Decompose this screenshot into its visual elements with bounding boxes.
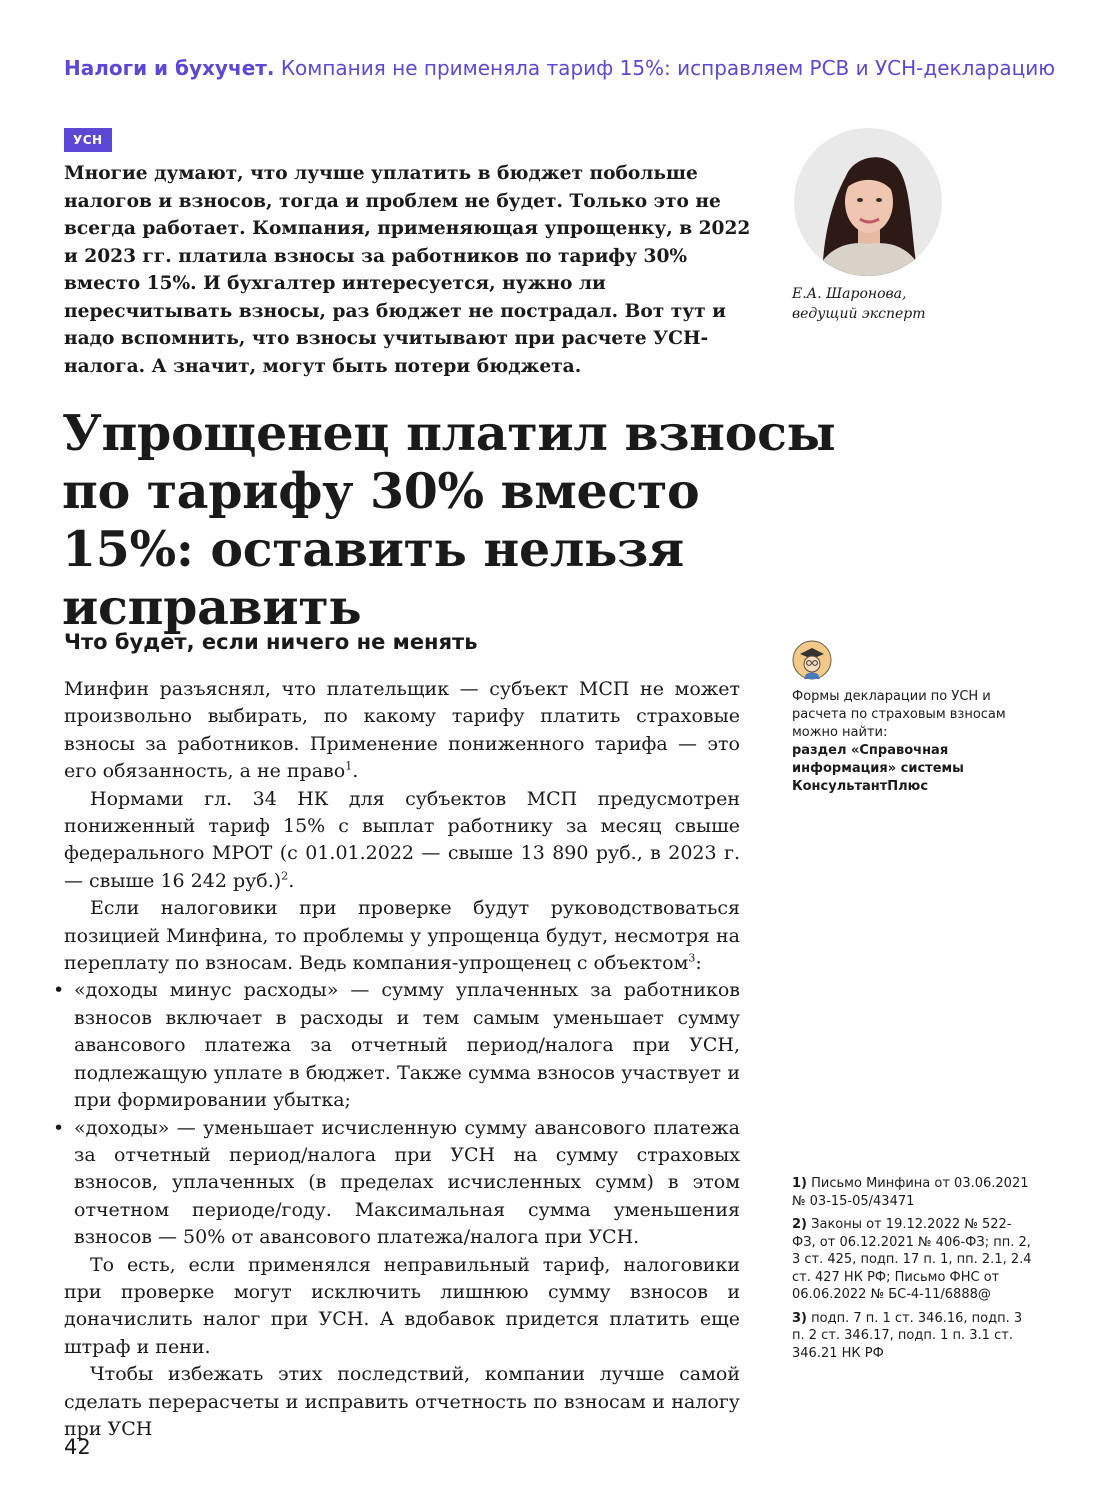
footnote: 2) Законы от 19.12.2022 № 522-ФЗ, от 06.12.2021 № 406-ФЗ; пп. 2, 3 ст. 425, подп. 17 п. 1, пп. 2.1, 2.4 ст. 427 НК РФ; Письмо ФНС от 06.06.2022 № БС-4-11/6888@: [792, 1217, 1032, 1302]
body-paragraph: Если налоговики при проверке будут руководствоваться позицией Минфина, то проблемы у упрощенца будут, несмотря на переплату по взносам. Ведь компания-упрощенец с объектом$^3$:: [64, 897, 740, 975]
sidebar-tip: [792, 688, 1032, 796]
author-role: ведущий эксперт: [792, 306, 926, 322]
page-number: 42: [64, 1435, 91, 1459]
expert-tip-icon: [792, 640, 832, 680]
list-item: • «доходы минус расходы» — сумму уплаченных за работников взносов включает в расходы и тем самым уменьшает сумму авансового платежа за отчетный период/налога при УСН, подлежащую уплате в бюджет. Также сумма взносов участвует и при формировании убытка;: [53, 979, 740, 1112]
body-paragraph: Чтобы избежать этих последствий, компании лучше самой сделать перерасчеты и исправить отчетность по взносам и налогу при УСН: [64, 1363, 740, 1440]
running-head-title: Компания не применяла тариф 15%: исправляем РСВ и УСН-декларацию: [280, 56, 1056, 80]
bullet-marker: •: [53, 979, 65, 1002]
article-body: [53, 676, 740, 1443]
tip-text: Формы декларации по УСН и расчета по страховым взносам можно найти:: [792, 689, 1006, 740]
author-photo: [794, 128, 942, 276]
footnotes: [792, 1175, 1032, 1368]
section-title: Что будет, если ничего не менять: [64, 630, 478, 654]
category-badge: УСН: [64, 128, 112, 152]
lead-paragraph: Многие думают, что лучше уплатить в бюджет побольше налогов и взносов, тогда и проблем не будет. Только это не всегда работает. Компания, применяющая упрощенку, в 2022 и 2023 гг. платила взносы за работников по тарифу 30% вместо 15%. И бухгалтер интересуется, нужно ли пересчитывать взносы, раз бюджет не пострадал. Вот тут и надо вспомнить, что взносы учитывают при расчете УСН-налога. А значит, могут быть потери бюджета.: [64, 163, 751, 377]
author-name: Е.А. Шаронова,: [792, 286, 907, 302]
footnote-ref: 3: [688, 951, 696, 965]
body-paragraph: То есть, если применялся неправильный тариф, налоговики при проверке могут исключить лишнюю сумму взносов и доначислить налог при УСН. А вдобавок придется платить еще штраф и пени.: [64, 1253, 740, 1358]
footnote-ref: 2: [281, 869, 289, 883]
footnote-ref: 1: [345, 759, 353, 773]
footnote: 3) подп. 7 п. 1 ст. 346.16, подп. 3 п. 2 ст. 346.17, подп. 1 п. 3.1 ст. 346.21 НК РФ: [792, 1310, 1023, 1361]
article-headline: Упрощенец платил взносы по тарифу 30% вместо 15%: оставить нельзя исправить: [62, 404, 836, 636]
bullet-marker: •: [53, 1116, 65, 1139]
running-head: [64, 56, 1064, 80]
body-paragraph: Минфин разъяснял, что плательщик — субъект МСП не может произвольно выбирать, по какому тарифу платить страховые взносы за работников. Применение пониженного тарифа — это его обязанность, а не право$^1$.: [64, 678, 740, 783]
body-paragraph: Нормами гл. 34 НК для субъектов МСП предусмотрен пониженный тариф 15% с выплат работнику за месяц свыше федерального МРОТ (с 01.01.2022 — свыше 13 890 руб., в 2023 г. — свыше 16 242 руб.)$^2$.: [64, 787, 740, 892]
tip-reference: раздел «Справочная информация» системы КонсультантПлюс: [792, 743, 964, 794]
list-item: • «доходы» — уменьшает исчисленную сумму авансового платежа за отчетный период/налога при УСН на сумму страховых взносов, уплаченных (в пределах исчисленных сумм) в этом отчетном периоде/году. Максимальная сумма уменьшения взносов — 50% от авансового платежа/налога при УСН.: [53, 1116, 740, 1249]
bullet-list: [53, 977, 740, 1251]
running-head-section: Налоги и бухучет.: [64, 56, 275, 80]
footnote: 1) Письмо Минфина от 03.06.2021 № 03-15-05/43471: [792, 1176, 1029, 1209]
